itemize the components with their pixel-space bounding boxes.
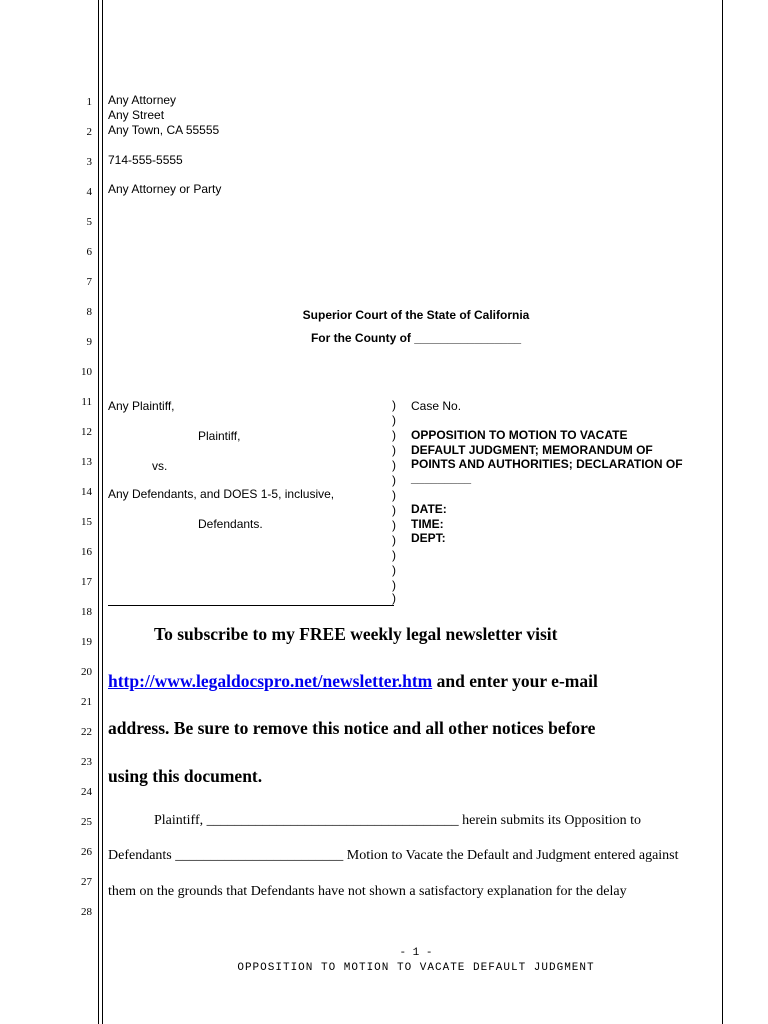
line-number: 28 xyxy=(81,906,92,918)
paren: ) xyxy=(392,533,396,547)
attorney-city: Any Town, CA 55555 xyxy=(108,123,220,137)
line-number: 21 xyxy=(81,696,92,708)
line-number: 18 xyxy=(81,606,92,618)
defendants-name: Any Defendants, and DOES 1-5, inclusive, xyxy=(108,487,335,501)
plaintiff-role: Plaintiff, xyxy=(198,429,241,443)
line-number: 3 xyxy=(86,156,92,168)
defendants-role: Defendants. xyxy=(198,517,263,531)
blank-field: ________________________ xyxy=(175,848,344,863)
line-number: 27 xyxy=(81,876,92,888)
line-number: 26 xyxy=(81,846,92,858)
page-number: - 1 - xyxy=(399,947,433,959)
paren: ) xyxy=(392,398,396,412)
notice-line: address. Be sure to remove this notice and all other notices before xyxy=(108,718,596,738)
line-number: 24 xyxy=(81,786,92,798)
body-line xyxy=(108,848,679,864)
attorney-for: Any Attorney or Party xyxy=(108,182,222,196)
line-number: 7 xyxy=(86,276,92,288)
footer-title: OPPOSITION TO MOTION TO VACATE DEFAULT JUDGMENT xyxy=(237,962,595,974)
plaintiff-name: Any Plaintiff, xyxy=(108,399,175,413)
body-line xyxy=(154,813,641,829)
line-number: 15 xyxy=(81,516,92,528)
line-number: 2 xyxy=(86,126,92,138)
right-margin-rule xyxy=(722,0,723,1024)
line-number: 6 xyxy=(86,246,92,258)
attorney-name: Any Attorney xyxy=(108,93,177,107)
line-number: 14 xyxy=(81,486,92,498)
body-text: Motion to Vacate the Default and Judgment entered against xyxy=(343,848,679,863)
line-number: 22 xyxy=(81,726,92,738)
hearing-time-label: TIME: xyxy=(411,517,444,531)
attorney-phone: 714-555-5555 xyxy=(108,153,183,167)
notice-line xyxy=(108,671,598,692)
newsletter-link[interactable]: http://www.legaldocspro.net/newsletter.htm xyxy=(108,671,433,691)
paren: ) xyxy=(392,488,396,502)
court-name: Superior Court of the State of California xyxy=(302,308,530,322)
line-number: 12 xyxy=(81,426,92,438)
paren: ) xyxy=(392,591,396,605)
body-text: herein submits its Opposition to xyxy=(458,813,642,828)
line-number: 13 xyxy=(81,456,92,468)
body-text: Defendants xyxy=(108,848,176,863)
document-title-line: _________ xyxy=(411,471,472,485)
paren: ) xyxy=(392,578,396,592)
body-text: Plaintiff, xyxy=(154,813,207,828)
document-title-line: POINTS AND AUTHORITIES; DECLARATION OF xyxy=(411,457,683,471)
line-number: 10 xyxy=(81,366,92,378)
line-number: 20 xyxy=(81,666,92,678)
body-line: them on the grounds that Defendants have not shown a satisfactory explanation for the delay xyxy=(108,884,627,899)
line-number: 9 xyxy=(86,336,92,348)
line-number: 11 xyxy=(81,396,92,408)
line-number: 17 xyxy=(81,576,92,588)
line-number: 25 xyxy=(81,816,92,828)
paren: ) xyxy=(392,503,396,517)
left-margin-rule-outer xyxy=(98,0,99,1024)
line-number: 8 xyxy=(86,306,92,318)
case-number-label: Case No. xyxy=(411,399,462,413)
paren: ) xyxy=(392,413,396,427)
document-title-line: DEFAULT JUDGMENT; MEMORANDUM OF xyxy=(411,443,653,457)
line-number: 16 xyxy=(81,546,92,558)
paren: ) xyxy=(392,518,396,532)
attorney-street: Any Street xyxy=(108,108,165,122)
line-number: 5 xyxy=(86,216,92,228)
paren: ) xyxy=(392,443,396,457)
paren: ) xyxy=(392,473,396,487)
versus: vs. xyxy=(152,459,168,473)
line-number: 19 xyxy=(81,636,92,648)
left-margin-rule-inner xyxy=(102,0,103,1024)
paren: ) xyxy=(392,458,396,472)
paren: ) xyxy=(392,563,396,577)
line-number: 1 xyxy=(86,96,92,108)
notice-line: using this document. xyxy=(108,766,263,786)
blank-field: ____________________________________ xyxy=(206,813,459,828)
document-title-line: OPPOSITION TO MOTION TO VACATE xyxy=(411,428,628,442)
notice-link-suffix: and enter your e-mail xyxy=(432,671,598,691)
line-number: 23 xyxy=(81,756,92,768)
paren: ) xyxy=(392,548,396,562)
court-county: For the County of ________________ xyxy=(310,331,522,345)
paren: ) xyxy=(392,428,396,442)
notice-line: To subscribe to my FREE weekly legal newsletter visit xyxy=(154,624,558,644)
hearing-date-label: DATE: xyxy=(411,502,447,516)
hearing-dept-label: DEPT: xyxy=(411,531,446,545)
line-number: 4 xyxy=(86,186,92,198)
caption-underline xyxy=(108,605,394,606)
